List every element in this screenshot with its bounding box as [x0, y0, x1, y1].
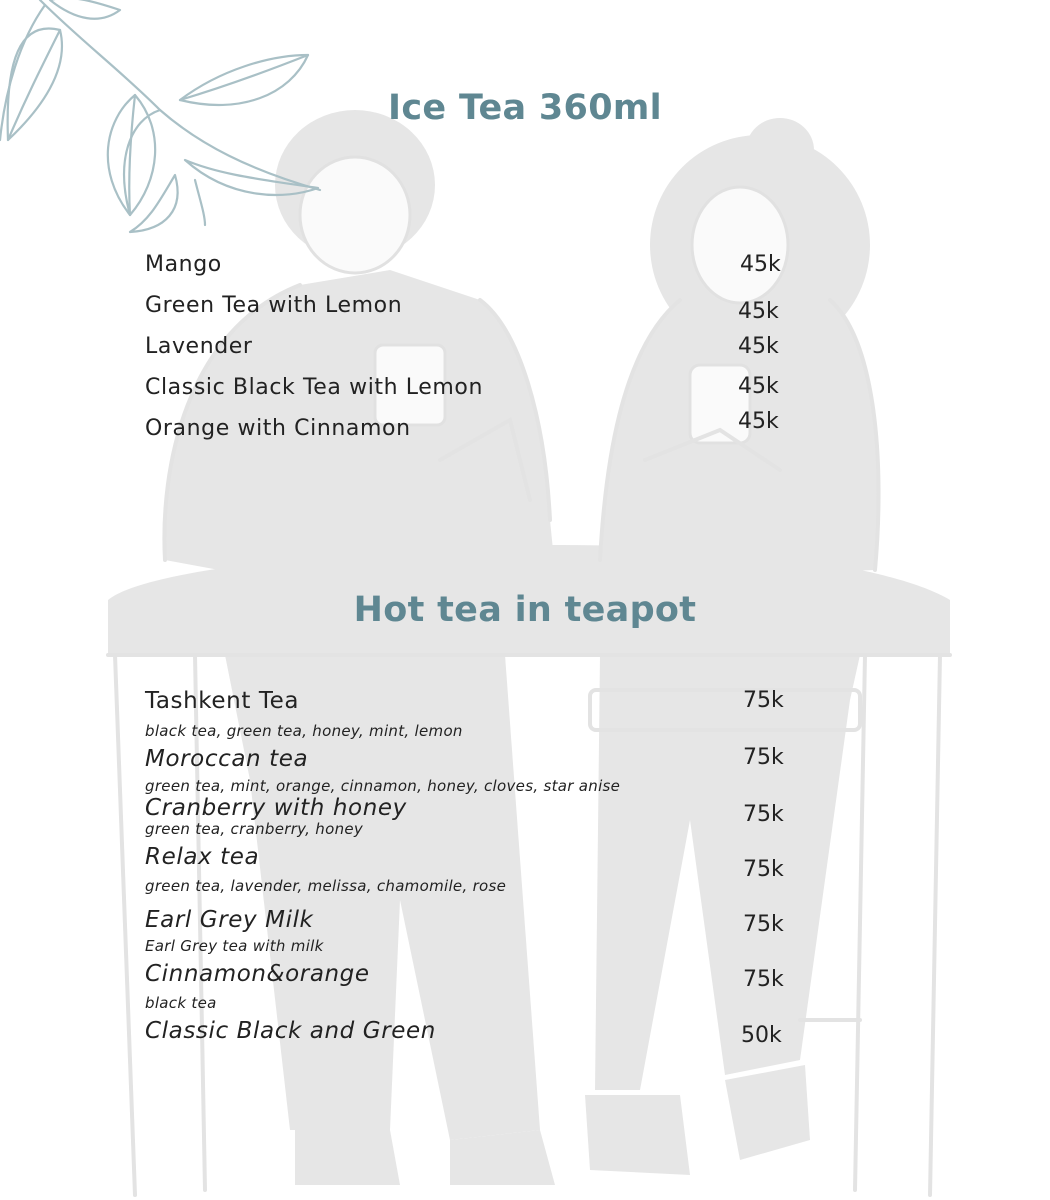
menu-item-price: 45k	[738, 299, 779, 324]
menu-item-name: Cranberry with honey	[145, 795, 407, 821]
menu-item-price: 45k	[738, 334, 779, 359]
menu-item-name: Classic Black Tea with Lemon	[145, 375, 484, 400]
menu-item-name: Lavender	[145, 334, 253, 359]
menu-item-description: black tea	[145, 994, 217, 1012]
menu-item-name: Orange with Cinnamon	[145, 416, 411, 441]
menu-item-name: Tashkent Tea	[145, 688, 300, 714]
menu-item-name: Mango	[145, 252, 222, 277]
menu-item-description: green tea, mint, orange, cinnamon, honey, cloves, star anise	[145, 777, 621, 795]
menu-item-description: green tea, lavender, melissa, chamomile, rose	[145, 877, 507, 895]
menu-item-name: Classic Black and Green	[145, 1018, 436, 1044]
menu-item-price: 50k	[741, 1023, 782, 1048]
menu-item-name: Earl Grey Milk	[145, 907, 314, 933]
menu-item-price: 45k	[738, 409, 779, 434]
menu-item-description: Earl Grey tea with milk	[145, 937, 324, 955]
menu-item-price: 75k	[743, 745, 784, 770]
menu-item-price: 75k	[743, 857, 784, 882]
ice-tea-title: Ice Tea 360ml	[388, 88, 662, 128]
menu-item-price: 45k	[738, 374, 779, 399]
menu-item-name: Green Tea with Lemon	[145, 293, 403, 318]
hot-tea-title: Hot tea in teapot	[353, 590, 697, 630]
menu-item-price: 75k	[743, 688, 784, 713]
menu-item-price: 75k	[743, 967, 784, 992]
menu-item-price: 45k	[740, 252, 781, 277]
menu-item-name: Cinnamon&orange	[145, 961, 370, 987]
menu-item-price: 75k	[743, 912, 784, 937]
menu-item-name: Moroccan tea	[145, 746, 309, 772]
menu-item-description: black tea, green tea, honey, mint, lemon	[145, 722, 463, 740]
menu-item-description: green tea, cranberry, honey	[145, 820, 364, 838]
menu-item-name: Relax tea	[145, 844, 260, 870]
menu-item-price: 75k	[743, 802, 784, 827]
